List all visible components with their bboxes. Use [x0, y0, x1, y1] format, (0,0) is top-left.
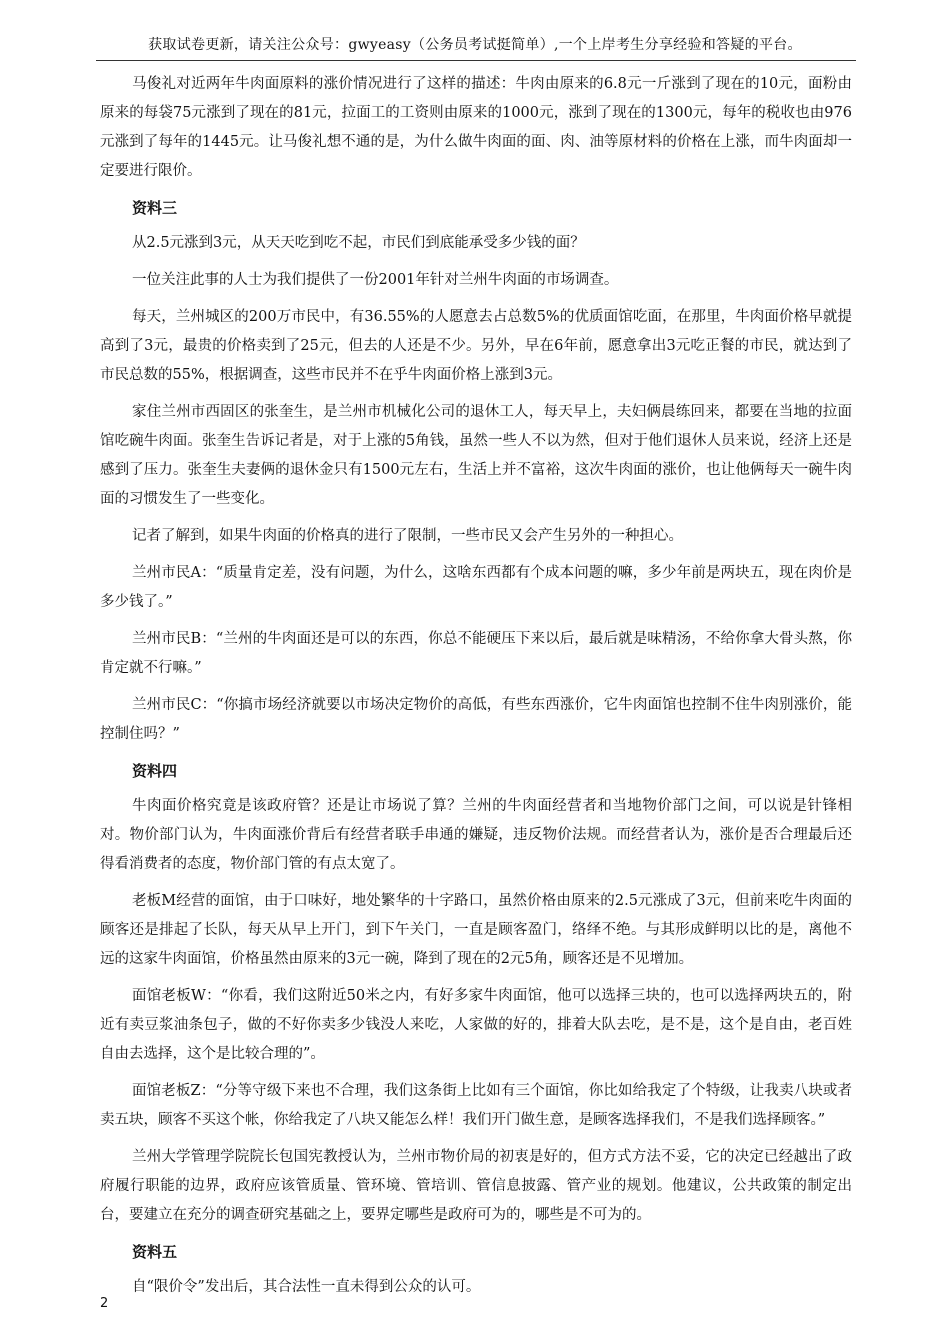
section-heading-5: 资料五	[132, 1243, 178, 1261]
paragraph: 马俊礼对近两年牛肉面原料的涨价情况进行了这样的描述：牛肉由原来的6.8元一斤涨到了现在的10元，面粉由原来的每袋75元涨到了现在的81元，拉面工的工资则由原来的1000元，涨到了现在的1300元，每年的税收也由976元涨到了每年的1445元。让马俊礼想不通的是，为什么做牛肉面的面、肉、油等原材料的价格在上涨，而牛肉面却一定要进行限价。	[100, 76, 852, 179]
header-divider	[96, 60, 856, 61]
paragraph: 家住兰州市西固区的张奎生，是兰州市机械化公司的退休工人，每天早上，夫妇俩晨练回来，都要在当地的拉面馆吃碗牛肉面。张奎生告诉记者是，对于上涨的5角钱，虽然一些人不以为然，但对于他们退休人员来说，经济上还是感到了压力。张奎生夫妻俩的退休金只有1500元左右，生活上并不富裕，这次牛肉面的涨价，也让他俩每天一碗牛肉面的习惯发生了一些变化。	[100, 404, 852, 507]
document-body	[100, 70, 852, 1310]
paragraph: 兰州大学管理学院院长包国宪教授认为，兰州市物价局的初衷是好的，但方式方法不妥，它的决定已经越出了政府履行职能的边界，政府应该管质量、管环境、管培训、管信息披露、管产业的规划。他建议，公共政策的制定出台，要建立在充分的调查研究基础之上，要界定哪些是政府可为的，哪些是不可为的。	[100, 1149, 852, 1223]
section-heading-4: 资料四	[132, 762, 178, 780]
paragraph: 老板M经营的面馆，由于口味好，地处繁华的十字路口，虽然价格由原来的2.5元涨成了3元，但前来吃牛肉面的顾客还是排起了长队，每天从早上开门，到下午关门，一直是顾客盈门，络绎不绝。与其形成鲜明以比的是，离他不远的这家牛肉面馆，价格虽然由原来的3元一碗，降到了现在的2元5角，顾客还是不见增加。	[100, 893, 852, 967]
quote-paragraph: 兰州市民C：“你搞市场经济就要以市场决定物价的高低，有些东西涨价，它牛肉面馆也控制不住牛肉别涨价，能控制住吗？”	[100, 697, 852, 742]
quote-paragraph: 面馆老板W：“你看，我们这附近50米之内，有好多家牛肉面馆，他可以选择三块的，也可以选择两块五的，附近有卖豆浆油条包子，做的不好你卖多少钱没人来吃，人家做的好的，排着大队去吃，是不是，这个是自由，老百姓自由去选择，这个是比较合理的”。	[100, 988, 852, 1062]
quote-paragraph: 兰州市民B：“兰州的牛肉面还是可以的东西，你总不能硬压下来以后，最后就是味精汤，不给你拿大骨头熬，你肯定就不行嘛。”	[100, 631, 852, 676]
paragraph: 牛肉面价格究竟是该政府管？还是让市场说了算？兰州的牛肉面经营者和当地物价部门之间，可以说是针锋相对。物价部门认为，牛肉面涨价背后有经营者联手串通的嫌疑，违反物价法规。而经营者认为，涨价是否合理最后还得看消费者的态度，物价部门管的有点太宽了。	[100, 798, 852, 872]
paragraph: 自“限价令”发出后，其合法性一直未得到公众的认可。	[132, 1279, 481, 1295]
paragraph: 从2.5元涨到3元，从天天吃到吃不起，市民们到底能承受多少钱的面？	[132, 235, 585, 251]
section-heading-3: 资料三	[132, 199, 178, 217]
paragraph: 记者了解到，如果牛肉面的价格真的进行了限制，一些市民又会产生另外的一种担心。	[132, 528, 683, 544]
quote-paragraph: 兰州市民A：“质量肯定差，没有问题，为什么，这啥东西都有个成本问题的嘛，多少年前是两块五，现在肉价是多少钱了。”	[100, 565, 852, 610]
paragraph: 一位关注此事的人士为我们提供了一份2001年针对兰州牛肉面的市场调查。	[132, 272, 619, 288]
quote-paragraph: 面馆老板Z：“分等守级下来也不合理，我们这条街上比如有三个面馆，你比如给我定了个特级，让我卖八块或者卖五块，顾客不买这个帐，你给我定了八块又能怎么样！我们开门做生意，是顾客选择我们，不是我们选择顾客。”	[100, 1083, 852, 1128]
paragraph: 每天，兰州城区的200万市民中，有36.55%的人愿意去占总数5%的优质面馆吃面，在那里，牛肉面价格早就提高到了3元，最贵的价格卖到了25元，但去的人还是不少。另外，早在6年前，愿意拿出3元吃正餐的市民，就达到了市民总数的55%，根据调查，这些市民并不在乎牛肉面价格上涨到3元。	[100, 309, 852, 383]
page-number: 2	[100, 1296, 109, 1311]
page-header: 获取试卷更新，请关注公众号：gwyeasy（公务员考试挺简单）,一个上岸考生分享经验和答疑的平台。	[148, 37, 802, 53]
